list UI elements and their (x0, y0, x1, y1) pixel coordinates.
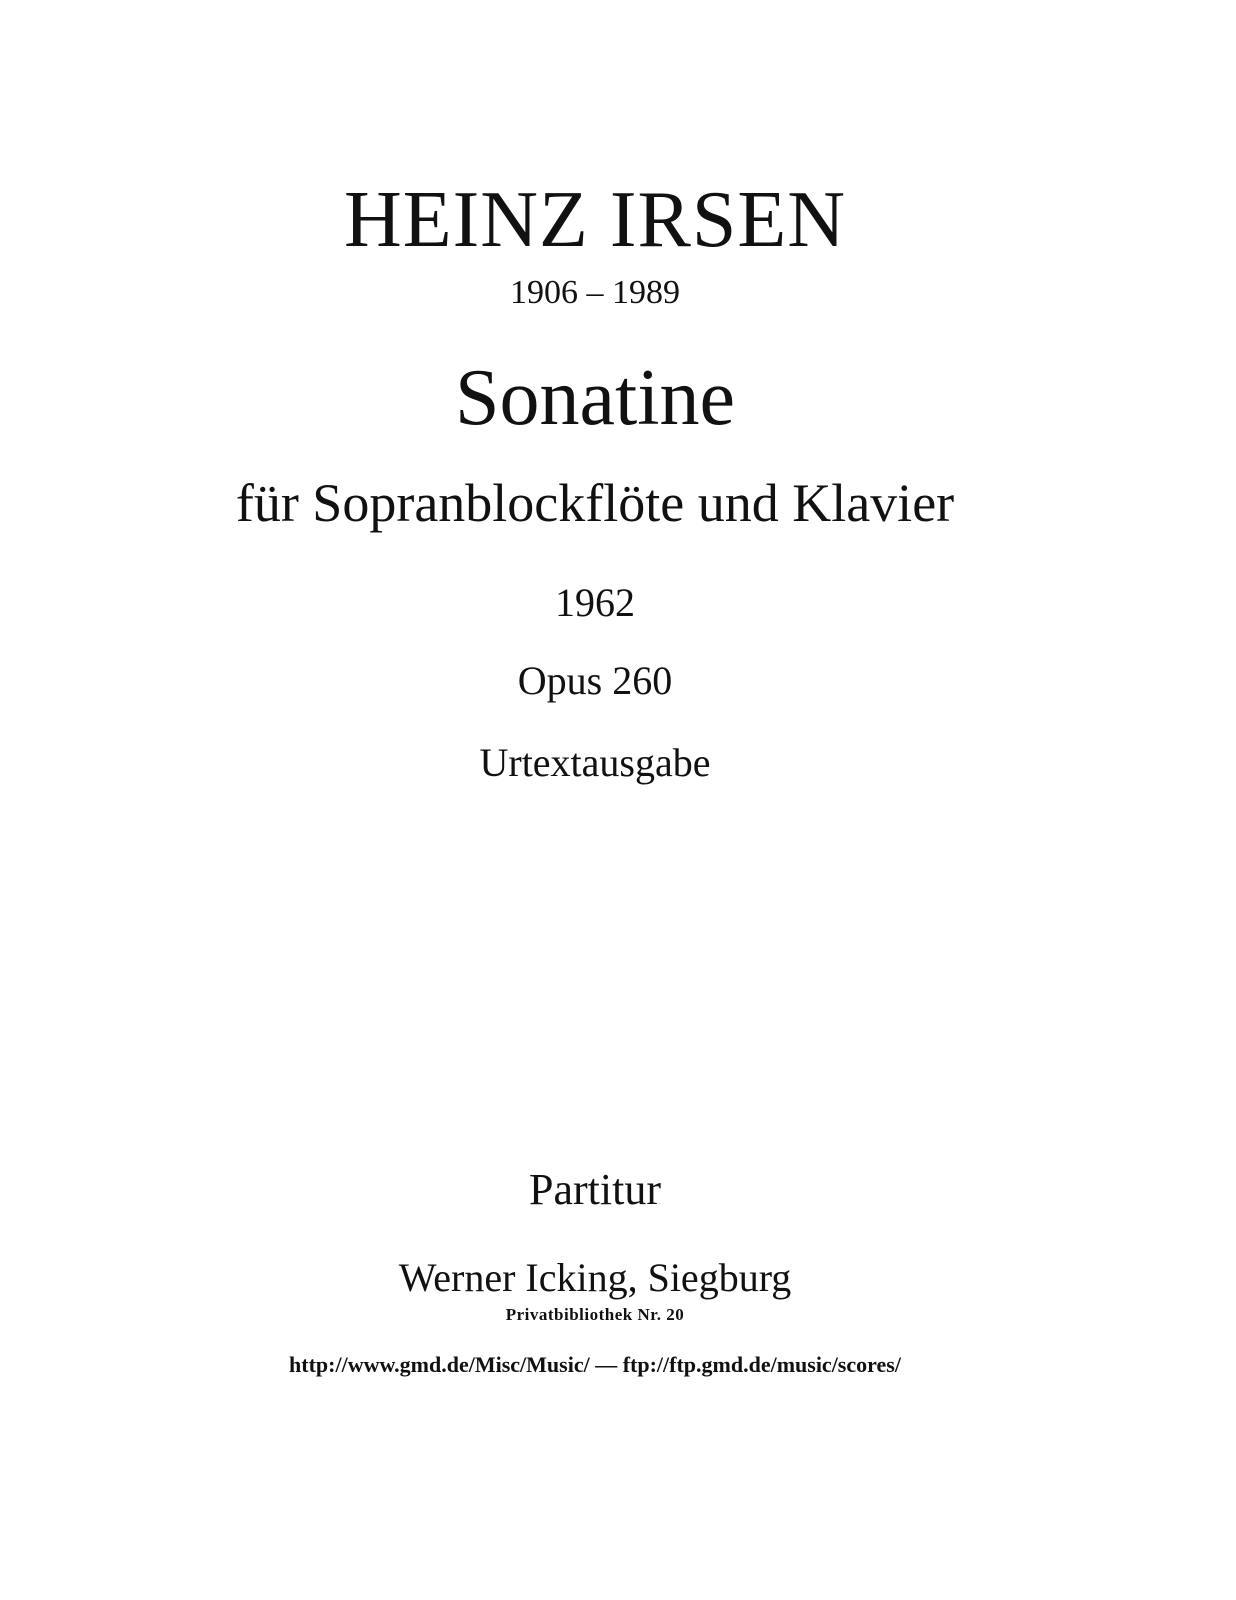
composition-year: 1962 (555, 580, 635, 625)
source-urls: http://www.gmd.de/Misc/Music/ — ftp://ftp.gmd.de/music/scores/ (289, 1352, 901, 1377)
work-subtitle: für Sopranblockflöte und Klavier (235, 473, 955, 533)
score-type: Partitur (529, 1165, 661, 1214)
library-number: Privatbibliothek Nr. 20 (505, 1305, 685, 1324)
opus-number: Opus 260 (517, 658, 673, 703)
publisher: Werner Icking, Siegburg (398, 1255, 792, 1300)
work-title: Sonatine (455, 354, 735, 442)
edition-type: Urtextausgabe (479, 740, 711, 785)
composer-name: HEINZ IRSEN (343, 176, 847, 264)
composer-dates: 1906 – 1989 (510, 274, 680, 311)
